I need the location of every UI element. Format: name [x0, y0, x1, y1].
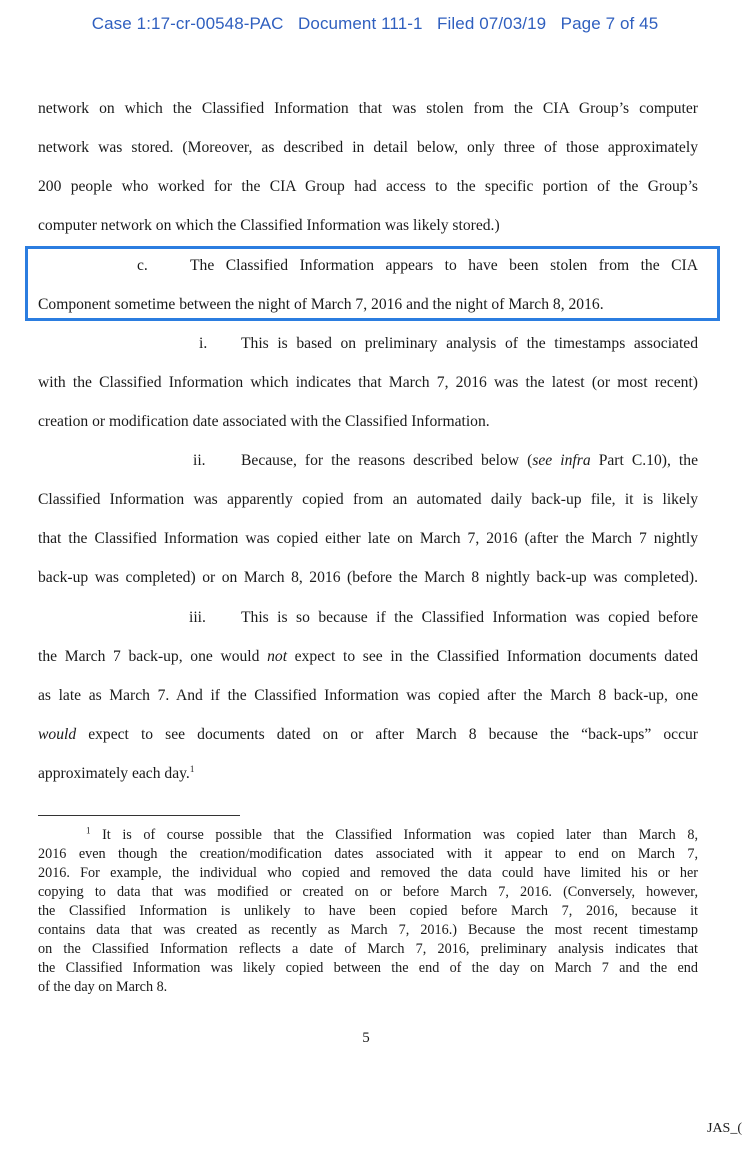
- body-line: 200 people who worked for the CIA Group had access to the specific portion of the Group’s: [38, 178, 698, 195]
- footnote-line: the Classified Information was likely copied between the end of the day on March 7 and the end: [38, 960, 698, 976]
- paragraph-iii-text-c: expect to see documents dated on or after March 8 because the “back-ups” occur: [76, 726, 698, 743]
- footnote-mark: 1: [86, 825, 91, 836]
- paragraph-iii-text-b: expect to see in the Classified Information documents dated: [287, 648, 698, 665]
- body-line: network on which the Classified Information that was stolen from the CIA Group’s computer: [38, 100, 698, 117]
- paragraph-ii-text-a: Because, for the reasons described below (: [241, 452, 533, 469]
- paragraph-c-line: Component sometime between the night of March 7, 2016 and the night of March 8, 2016.: [38, 296, 604, 313]
- paragraph-iii-line: as late as March 7. And if the Classified Information was copied after the March 8 back-up, one: [38, 687, 698, 704]
- paragraph-iii-marker: iii.: [189, 609, 206, 626]
- paragraph-ii-line: that the Classified Information was copied either late on March 7, 2016 (after the March 7 nightly: [38, 530, 698, 547]
- paragraph-ii-marker: ii.: [193, 452, 206, 469]
- see-infra-citation: see infra: [532, 452, 591, 469]
- paragraph-ii-text: [241, 451, 698, 471]
- footnote-reference: 1: [189, 763, 195, 774]
- paragraph-i-line: creation or modification date associated with the Classified Information.: [38, 413, 490, 430]
- paragraph-iii-line: [38, 725, 698, 745]
- paragraph-iii-text: This is so because if the Classified Information was copied before: [241, 609, 698, 626]
- page-number: 5: [362, 1030, 370, 1046]
- footnote-line: 2016 even though the creation/modification dates associated with it appear to end on March 7,: [38, 846, 698, 862]
- emphasis-not: not: [267, 648, 288, 665]
- emphasis-would: would: [38, 726, 77, 743]
- footnote-line: on the Classified Information reflects a date of March 7, 2016, preliminary analysis indicates that: [38, 941, 698, 957]
- bates-number: JAS_(: [707, 1121, 743, 1136]
- paragraph-iii-line: [38, 764, 698, 784]
- paragraph-c-text: The Classified Information appears to have been stolen from the CIA: [190, 257, 698, 274]
- paragraph-i-marker: i.: [199, 335, 208, 352]
- paragraph-c-marker: c.: [137, 257, 148, 274]
- paragraph-ii-line: Classified Information was apparently copied from an automated daily back-up file, it is likely: [38, 491, 698, 508]
- paragraph-iii-text-d: approximately each day.: [38, 765, 190, 782]
- footnote-line: of the day on March 8.: [38, 979, 168, 995]
- footnote-line: copying to data that was modified or created on or before March 7, 2016. (Conversely, however,: [38, 884, 698, 900]
- footnote-line: 2016. For example, the individual who copied and removed the data could have limited his or her: [38, 865, 698, 881]
- footnote-line: contains data that was created as recently as March 7, 2016.) Because the most recent timestamp: [38, 922, 698, 938]
- footnote-text: It is of course possible that the Classified Information was copied later than March 8,: [90, 827, 698, 843]
- paragraph-i-text: This is based on preliminary analysis of the timestamps associated: [241, 335, 698, 352]
- footnote-line: the Classified Information is unlikely to have been copied before March 7, 2016, because it: [38, 903, 698, 919]
- footnote-divider: [38, 815, 240, 816]
- paragraph-i-line: with the Classified Information which indicates that March 7, 2016 was the latest (or most recent): [38, 374, 698, 391]
- case-header: Case 1:17-cr-00548-PAC Document 111-1 Filed 07/03/19 Page 7 of 45: [91, 14, 659, 33]
- body-line: network was stored. (Moreover, as described in detail below, only three of those approximately: [38, 139, 698, 156]
- paragraph-ii-text-b: Part C.10), the: [590, 452, 698, 469]
- paragraph-iii-text-a: the March 7 back-up, one would: [38, 648, 268, 665]
- paragraph-iii-line: [38, 647, 698, 667]
- body-line: computer network on which the Classified Information was likely stored.): [38, 217, 500, 234]
- footnote-line: [38, 826, 698, 844]
- paragraph-ii-line: back-up was completed) or on March 8, 2016 (before the March 8 nightly back-up was completed).: [38, 569, 698, 586]
